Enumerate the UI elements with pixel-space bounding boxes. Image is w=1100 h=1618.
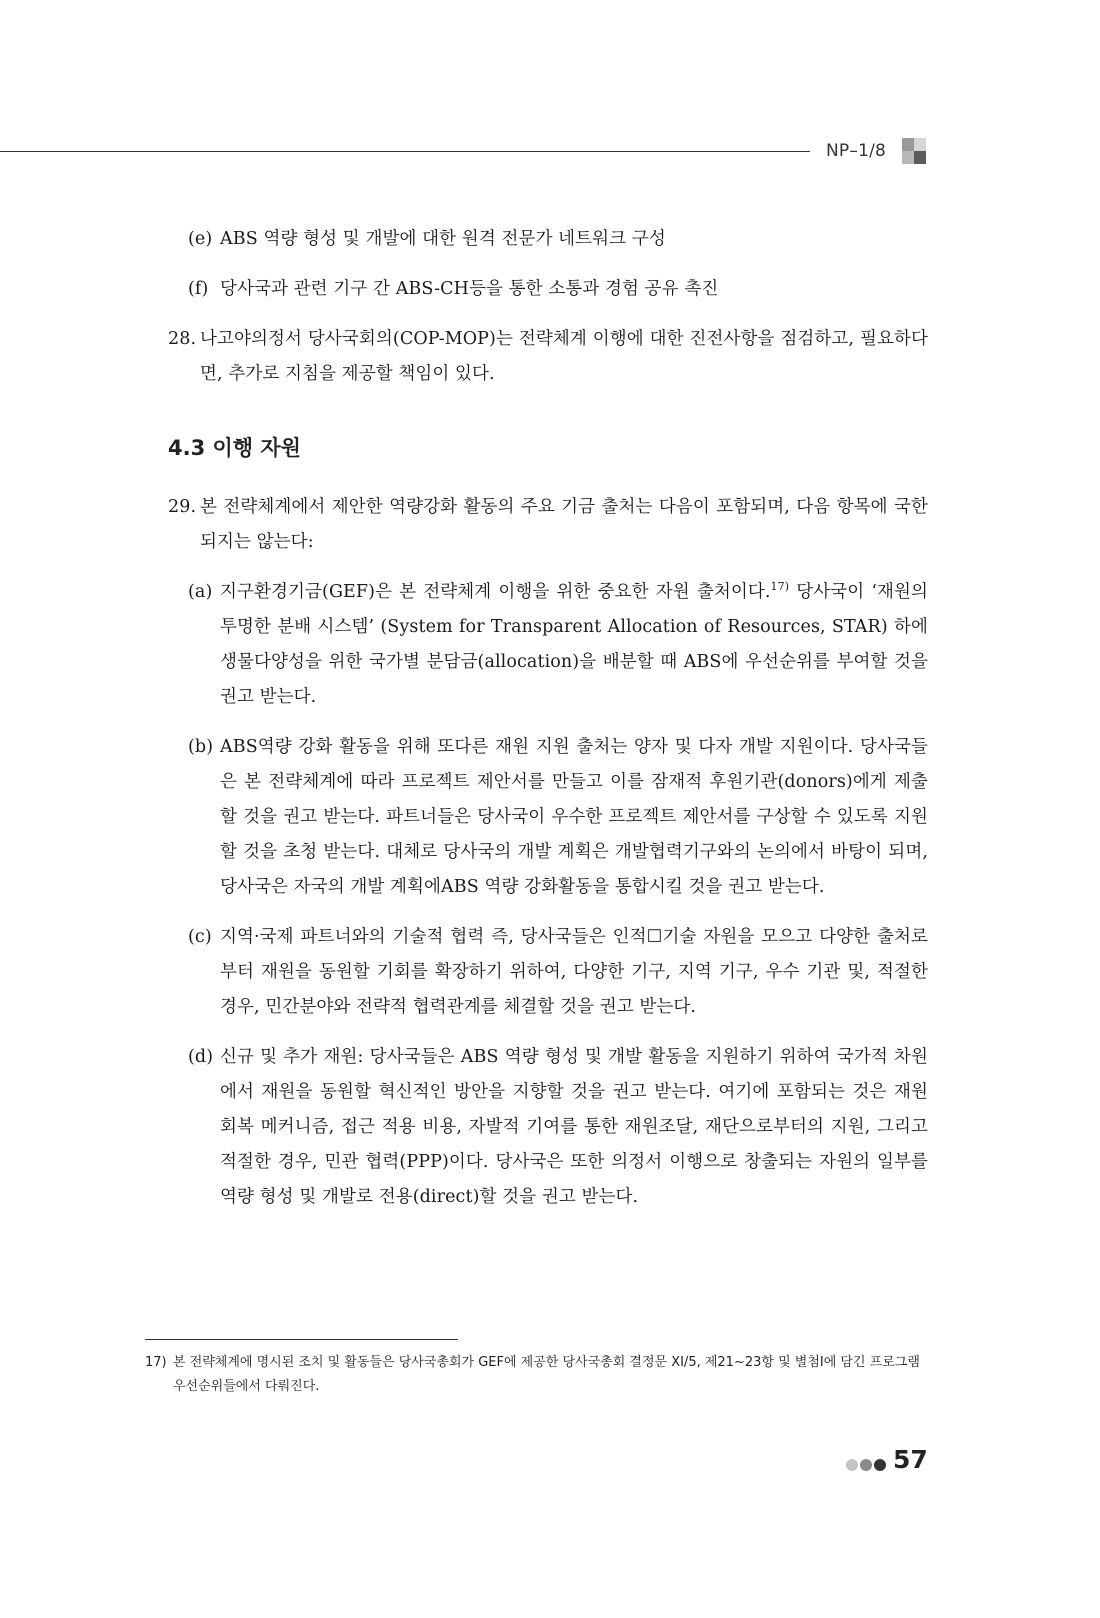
page-number: 57 bbox=[893, 1445, 928, 1474]
list-item-f bbox=[168, 272, 928, 307]
page-body bbox=[168, 222, 928, 1230]
list-item-c bbox=[168, 920, 928, 1025]
document-code: NP–1/8 bbox=[826, 141, 887, 161]
item-text-cont: 당사국이 ‘재원의 투명한 분배 시스템’ (System for Transparent Allocation of Resources, STAR) 하에 생물다양성을 위한 국가별 분담금(allocation)을 배분할 때 ABS에 우선순위를 부여할 것을 권고 받는다. bbox=[220, 582, 928, 707]
page-dots-icon bbox=[846, 1456, 890, 1472]
list-item-d bbox=[168, 1040, 928, 1215]
item-label: (d) bbox=[188, 1047, 214, 1067]
footnote-text: 본 전략체계에 명시된 조치 및 활동들은 당사국총회가 GEF에 제공한 당사국총회 결정문 XI/5, 제21~23항 및 별첨I에 담긴 프로그램 우선순위들에서 다뤄진다. bbox=[173, 1355, 920, 1394]
section-heading: 4.3 이행 자원 bbox=[168, 436, 301, 460]
item-label: (b) bbox=[188, 737, 214, 757]
item-label: (a) bbox=[188, 582, 213, 602]
item-label: (f) bbox=[188, 279, 209, 299]
header-square-mark-icon bbox=[902, 138, 926, 164]
mark-tile-4 bbox=[902, 151, 914, 164]
footnote-rule bbox=[145, 1339, 458, 1340]
footnote-ref[interactable]: 17) bbox=[770, 580, 790, 594]
item-text: 신규 및 추가 재원: 당사국들은 ABS 역량 형성 및 개발 활동을 지원하기 위하여 국가적 차원에서 재원을 동원할 혁신적인 방안을 지향할 것을 권고 받는다. 여기에 포함되는 것은 재원 회복 메커니즘, 접근 적용 비용, 자발적 기여를 통한 재원조달, 재단으로부터의 지원, 그리고 적절한 경우, 민관 협력(PPP)이다. 당사국은 또한 의정서 이행으로 창출되는 자원의 일부를 역량 형성 및 개발로 전용(direct)할 것을 권고 받는다. bbox=[220, 1047, 928, 1207]
list-item-b bbox=[168, 730, 928, 905]
item-text: ABS 역량 형성 및 개발에 대한 원격 전문가 네트워크 구성 bbox=[220, 229, 666, 249]
item-label: (c) bbox=[188, 927, 212, 947]
paragraph-text: 본 전략체계에서 제안한 역량강화 활동의 주요 기금 출처는 다음이 포함되며, 다음 항목에 국한되지는 않는다: bbox=[200, 497, 928, 552]
item-text: 지역·국제 파트너와의 기술적 협력 즉, 당사국들은 인적☐기술 자원을 모으고 다양한 출처로부터 재원을 동원할 기회를 확장하기 위하여, 다양한 기구, 지역 기구, 우수 기관 및, 적절한 경우, 민간분야와 전략적 협력관계를 체결할 것을 권고 받는다. bbox=[220, 927, 928, 1017]
paragraph-28 bbox=[168, 322, 928, 392]
paragraph-29 bbox=[168, 490, 928, 560]
mark-tile-2 bbox=[914, 138, 926, 151]
footnote-entry bbox=[145, 1351, 928, 1399]
dot-dark bbox=[874, 1459, 886, 1471]
paragraph-number: 28. bbox=[168, 329, 197, 349]
mark-tile-1 bbox=[902, 138, 914, 151]
header-rule bbox=[0, 151, 810, 152]
footnote bbox=[145, 1351, 928, 1399]
item-text: ABS역량 강화 활동을 위해 또다른 재원 지원 출처는 양자 및 다자 개발 지원이다. 당사국들은 본 전략체계에 따라 프로젝트 제안서를 만들고 이를 잠재적 후원기관(donors)에게 제출할 것을 권고 받는다. 파트너들은 당사국이 우수한 프로젝트 제안서를 구상할 수 있도록 지원할 것을 초청 받는다. 대체로 당사국의 개발 계획은 개발협력기구와의 논의에서 바탕이 되며, 당사국은 자국의 개발 계획에ABS 역량 강화활동을 통합시킬 것을 권고 받는다. bbox=[220, 737, 928, 897]
dot-mid bbox=[860, 1459, 872, 1471]
list-item-e bbox=[168, 222, 928, 257]
dot-light bbox=[846, 1459, 858, 1471]
list-item-a bbox=[168, 575, 928, 715]
paragraph-number: 29. bbox=[168, 497, 197, 517]
footnote-label: 17) bbox=[145, 1355, 167, 1370]
paragraph-text: 나고야의정서 당사국회의(COP-MOP)는 전략체계 이행에 대한 진전사항을 점검하고, 필요하다면, 추가로 지침을 제공할 책임이 있다. bbox=[200, 329, 928, 384]
item-text: 지구환경기금(GEF)은 본 전략체계 이행을 위한 중요한 자원 출처이다. bbox=[220, 582, 771, 602]
mark-tile-3 bbox=[914, 151, 926, 164]
item-text: 당사국과 관련 기구 간 ABS-CH등을 통한 소통과 경험 공유 촉진 bbox=[220, 279, 719, 299]
item-label: (e) bbox=[188, 229, 213, 249]
